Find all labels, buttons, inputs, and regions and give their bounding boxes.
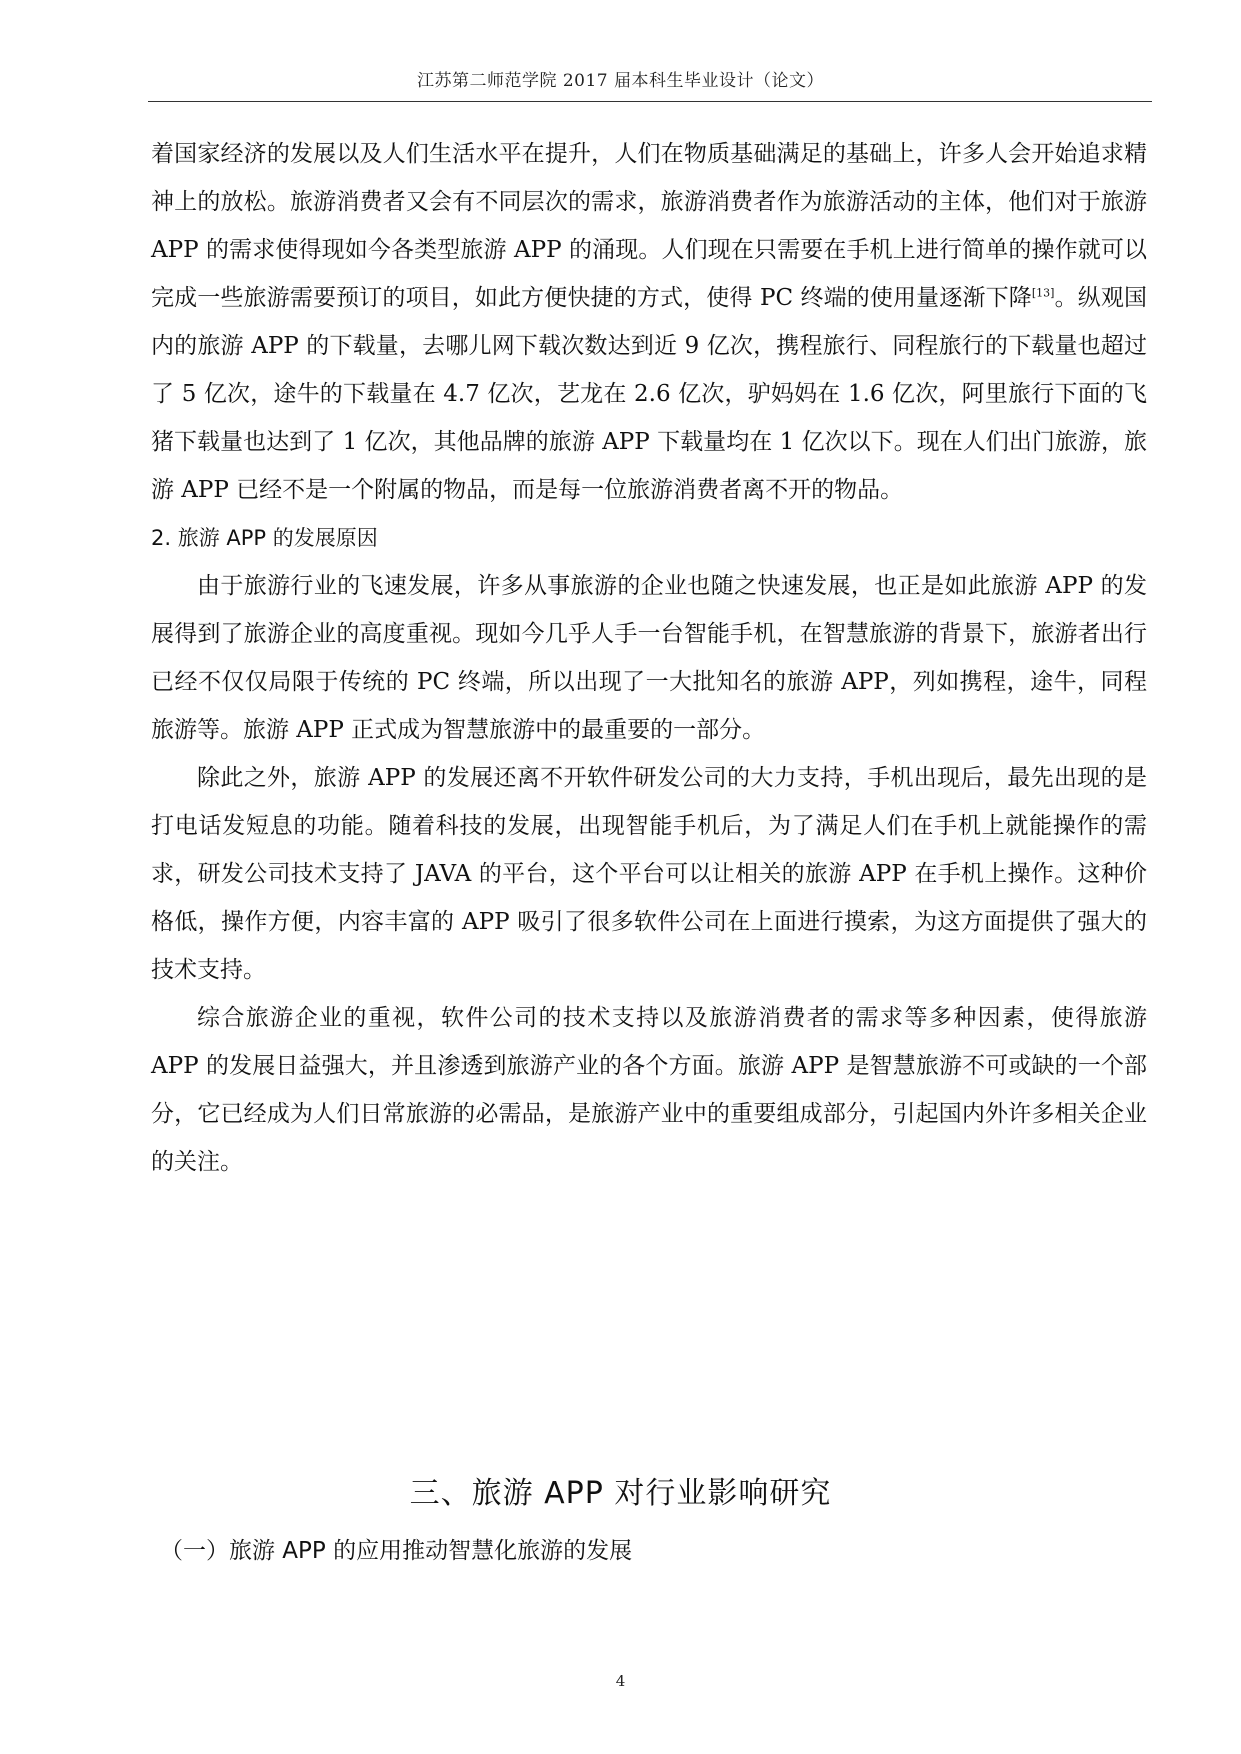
document-body — [151, 130, 1147, 1186]
chapter-title: 三、旅游 APP 对行业影响研究 — [409, 1476, 832, 1511]
paragraph-1-text-b: 。纵观国内的旅游 APP 的下载量，去哪儿网下载次数达到近 9 亿次，携程旅行、同程旅行的下载量也超过了 5 亿次，途牛的下载量在 4.7 亿次，艺龙在 2.6 亿次，驴妈妈在 1.6 亿次，阿里旅行下面的飞猪下载量也达到了 1 亿次，其他品牌的旅游 APP 下载量均在 1 亿次以下。现在人们出门旅游，旅游 APP 已经不是一个附属的物品，而是每一位旅游消费者离不开的物品。 — [151, 285, 1147, 503]
subheading-development-reasons: 2. 旅游 APP 的发展原因 — [151, 526, 378, 550]
page-number: 4 — [615, 1672, 626, 1690]
citation-marker: [13] — [1031, 286, 1055, 300]
paragraph-1-text-a: 着国家经济的发展以及人们生活水平在提升，人们在物质基础满足的基础上，许多人会开始追求精神上的放松。旅游消费者又会有不同层次的需求，旅游消费者作为旅游活动的主体，他们对于旅游 APP 的需求使得现如今各类型旅游 APP 的涌现。人们现在只需要在手机上进行简单的操作就可以完成一些旅游需要预订的项目，如此方便快捷的方式，使得 PC 终端的使用量逐渐下降 — [151, 141, 1147, 311]
paragraph-4: 综合旅游企业的重视，软件公司的技术支持以及旅游消费者的需求等多种因素，使得旅游 APP 的发展日益强大，并且渗透到旅游产业的各个方面。旅游 APP 是智慧旅游不可或缺的一个部分，它已经成为人们日常旅游的必需品，是旅游产业中的重要组成部分，引起国内外许多相关企业的关注。 — [151, 1005, 1147, 1175]
paragraph-3: 除此之外，旅游 APP 的发展还离不开软件研发公司的大力支持，手机出现后，最先出现的是打电话发短息的功能。随着科技的发展，出现智能手机后，为了满足人们在手机上就能操作的需求，研发公司技术支持了 JAVA 的平台，这个平台可以让相关的旅游 APP 在手机上操作。这种价格低，操作方便，内容丰富的 APP 吸引了很多软件公司在上面进行摸索，为这方面提供了强大的技术支持。 — [151, 765, 1147, 983]
section-title: （一）旅游 APP 的应用推动智慧化旅游的发展 — [160, 1538, 633, 1564]
running-header: 江苏第二师范学院 2017 届本科生毕业设计（论文） — [416, 71, 825, 91]
paragraph-1 — [151, 130, 1147, 514]
paragraph-2: 由于旅游行业的飞速发展，许多从事旅游的企业也随之快速发展，也正是如此旅游 APP 的发展得到了旅游企业的高度重视。现如今几乎人手一台智能手机，在智慧旅游的背景下，旅游者出行已经不仅仅局限于传统的 PC 终端，所以出现了一大批知名的旅游 APP，列如携程，途牛，同程旅游等。旅游 APP 正式成为智慧旅游中的最重要的一部分。 — [151, 573, 1147, 743]
header-divider — [148, 101, 1152, 102]
